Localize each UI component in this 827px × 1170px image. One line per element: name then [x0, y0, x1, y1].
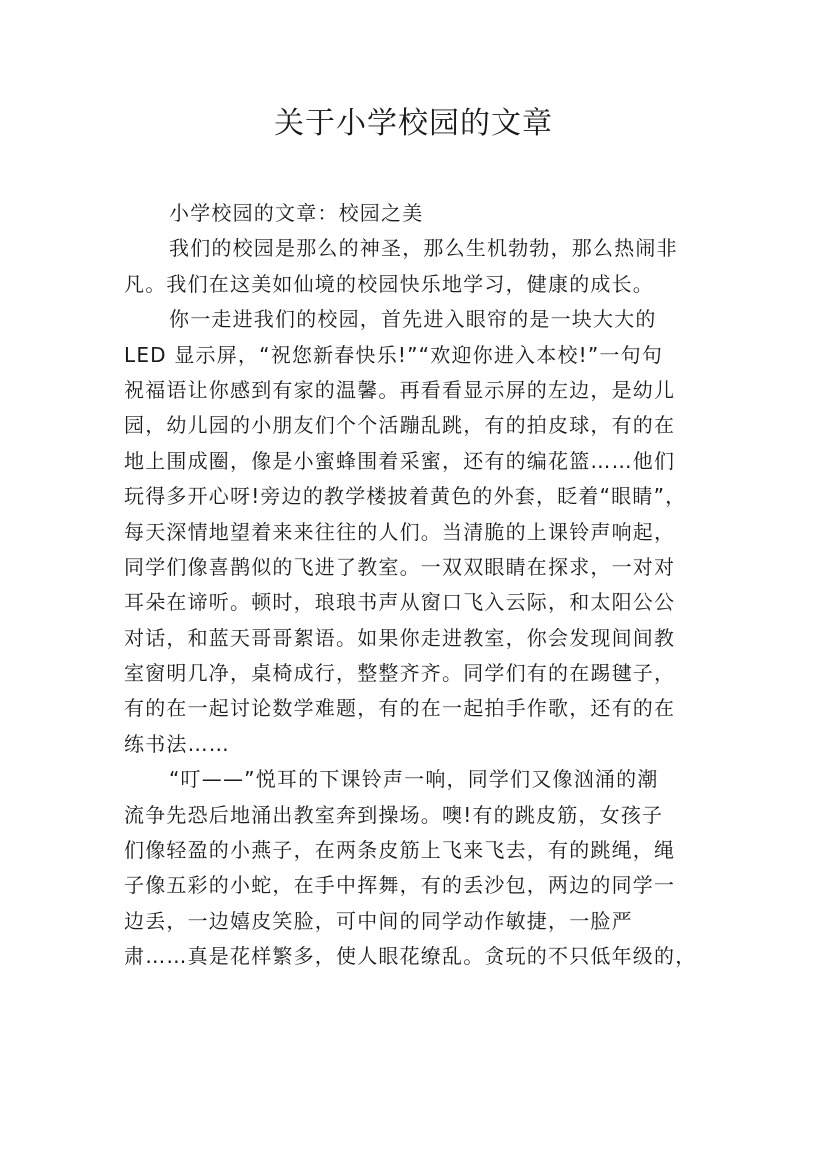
document-body: [124, 196, 714, 975]
text-line: 我们的校园是那么的神圣，那么生机勃勃，那么热闹非: [169, 236, 678, 261]
text-line: 玩得多开心呀!旁边的教学楼披着黄色的外套，眨着“眼睛”，: [124, 484, 687, 509]
text-line: 肃……真是花样繁多，使人眼花缭乱。贪玩的不只低年级的，: [124, 944, 697, 969]
document-title: 关于小学校园的文章: [274, 106, 553, 141]
section-heading: 小学校园的文章：校园之美: [169, 201, 424, 225]
text-line: LED 显示屏，“祝您新春快乐!”“欢迎你进入本校!”一句句: [124, 342, 664, 367]
text-line: 耳朵在谛听。顿时，琅琅书声从窗口飞入云际，和太阳公公: [124, 590, 676, 615]
text-line: 练书法……: [124, 731, 230, 756]
text-line: 你一走进我们的校园，首先进入眼帘的是一块大大的: [169, 307, 657, 332]
text-line: 们像轻盈的小燕子，在两条皮筋上飞来飞去，有的跳绳，绳: [124, 838, 676, 863]
text-line: 子像五彩的小蛇，在手中挥舞，有的丢沙包，两边的同学一: [124, 873, 676, 898]
text-line: 园，幼儿园的小朋友们个个活蹦乱跳，有的拍皮球，有的在: [124, 413, 676, 438]
text-line: 流争先恐后地涌出教室奔到操场。噢!有的跳皮筋，女孩子: [124, 802, 664, 827]
text-line: 地上围成圈，像是小蜜蜂围着采蜜，还有的编花篮……他们: [124, 448, 676, 473]
text-line: 祝福语让你感到有家的温馨。再看看显示屏的左边，是幼儿: [124, 377, 676, 402]
text-line: 室窗明几净，桌椅成行，整整齐齐。同学们有的在踢毽子，: [124, 661, 676, 686]
text-line: 有的在一起讨论数学难题，有的在一起拍手作歌，还有的在: [124, 696, 676, 721]
text-line: 边丢，一边嬉皮笑脸，可中间的同学动作敏捷，一脸严: [124, 908, 633, 933]
text-line: 同学们像喜鹊似的飞进了教室。一双双眼睛在探求，一对对: [124, 554, 676, 579]
text-line: 对话，和蓝天哥哥絮语。如果你走进教室，你会发现间间教: [124, 625, 676, 650]
text-line: “叮——”悦耳的下课铃声一响，同学们又像汹涌的潮: [169, 767, 659, 792]
text-line: 每天深情地望着来来往往的人们。当清脆的上课铃声响起，: [124, 519, 676, 544]
text-line: 凡。我们在这美如仙境的校园快乐地学习，健康的成长。: [124, 271, 654, 296]
